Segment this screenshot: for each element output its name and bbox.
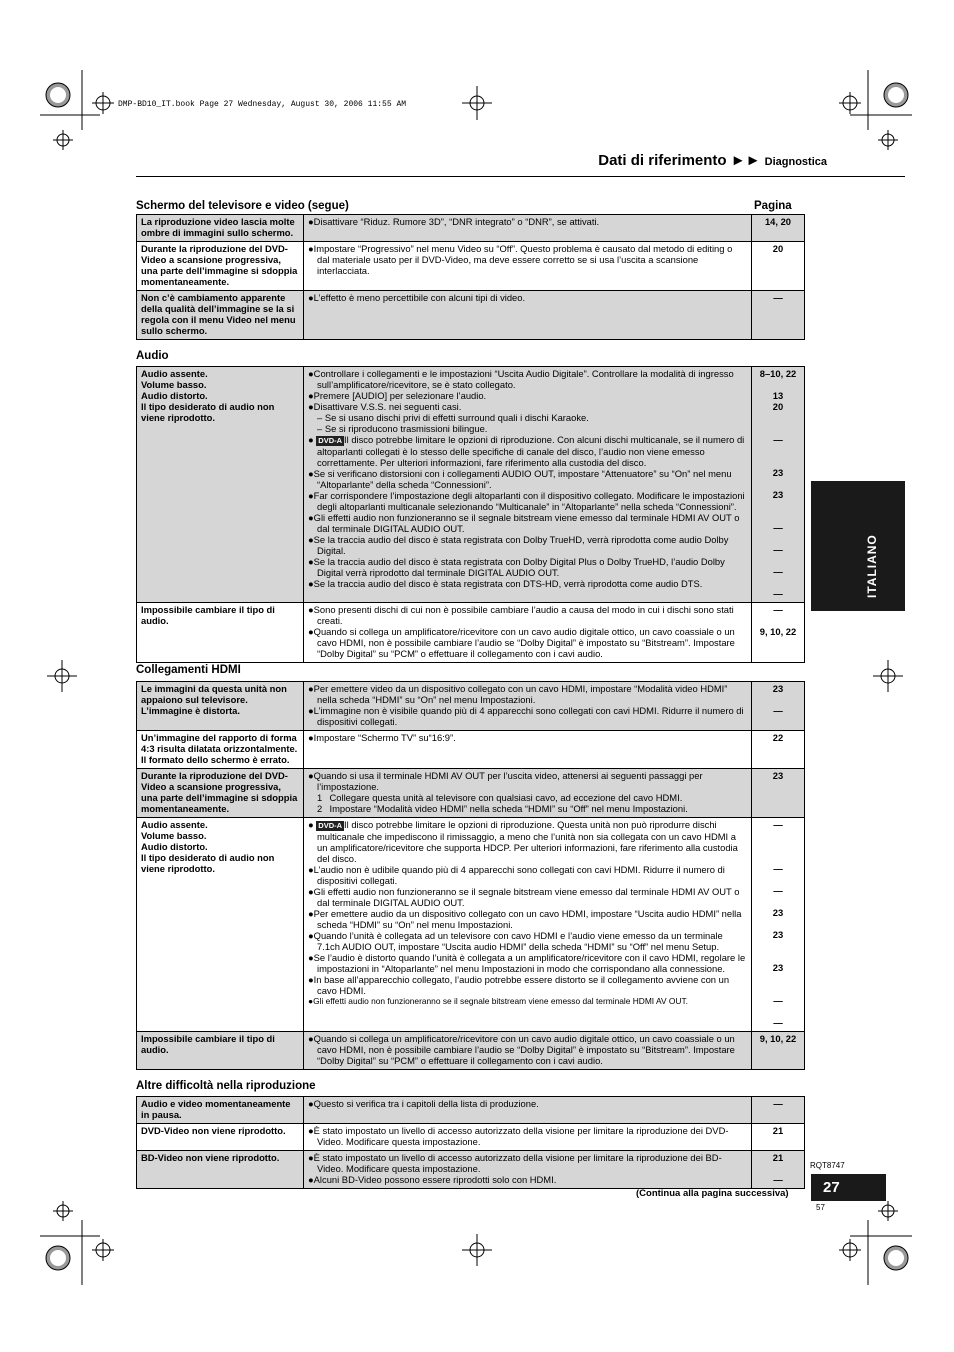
page-ref: — [773, 863, 783, 874]
page-ref: 23 [772, 907, 784, 918]
solution-item: ●Se la traccia audio del disco è stata registrata con DTS-HD, verrà riprodotta come audio DTS. [308, 578, 703, 589]
page-ref: — [773, 819, 783, 830]
page-column-label: Pagina [754, 200, 792, 212]
page-ref [754, 973, 802, 984]
solution-text: Gli effetti audio non funzioneranno se il segnale bitstream viene emesso dal terminale HDMI AV OUT o dal terminale DIGITAL AUDIO OUT. [313, 886, 740, 908]
solution-cell [304, 291, 752, 340]
solution-cell [304, 242, 752, 291]
page-ref [754, 379, 802, 390]
solution-item: ●Far corrispondere l’impostazione degli altoparlanti con il dispositivo collegato. Modificare le impostazioni degli altoparlanti multicanale selezionando “Multicanale” in “Altoparlante” nella scheda “Connessioni”. [308, 490, 745, 512]
page-ref [754, 555, 802, 566]
solution-text: – Se si usano dischi privi di effetti surround quali i dischi Karaoke. [317, 412, 589, 423]
page-ref [754, 533, 802, 544]
solution-item: ●Gli effetti audio non funzioneranno se il segnale bitstream viene emesso dal terminale HDMI AV OUT. [308, 996, 688, 1006]
page-ref: 23 [772, 929, 784, 940]
solution-text: Quando si collega un amplificatore/ricevitore con un cavo audio digitale ottico, un cavo coassiale o un cavo HDMI, non è possibile cambiare l’audio se “Dolby Digital” è impostato su “Bitstream”. Impostare “Dolby Digital” su “PCM” o effettuare il collegamento con i cavi audio. [313, 1033, 735, 1066]
solution-cell [304, 1151, 752, 1189]
page-ref: — [773, 705, 783, 716]
page-ref: — [773, 995, 783, 1006]
page-ref: — [773, 885, 783, 896]
solution-text: 1 Collegare questa unità al televisore con qualsiasi cavo, ad eccezione del cavo HDMI. [317, 792, 683, 803]
problem-cell: Audio assente. Volume basso. Audio distorto. Il tipo desiderato di audio non viene riprodotto. [137, 367, 304, 603]
solution-item [308, 423, 747, 434]
table-row [137, 367, 805, 603]
section-title: Collegamenti HDMI [136, 664, 241, 676]
solution-text: Se l’audio è distorto quando l’unità è collegata a un amplificatore/ricevitore con il cavo HDMI, regolare le impostazioni in “Altoparlante” nel menu Impostazioni in modo che corrispondano alla connessione. [313, 952, 746, 974]
solution-text: Gli effetti audio non funzioneranno se il segnale bitstream viene emesso dal terminale HDMI AV OUT o dal terminale DIGITAL AUDIO OUT. [313, 512, 740, 534]
page-ref-cell [752, 215, 805, 242]
solution-item: ●Quando l’unità è collegata ad un televisore con cavo HDMI e l’audio viene emesso da un terminale 7.1ch AUDIO OUT, impostare “Uscita audio HDMI” della scheda “HDMI” su “Off” nel menu Setup. [308, 930, 723, 952]
page-ref [754, 412, 802, 423]
table-row [137, 818, 805, 1032]
problem-cell: BD-Video non viene riprodotto. [137, 1151, 304, 1189]
page-ref [754, 423, 802, 434]
print-slug: DMP-BD10_IT.book Page 27 Wednesday, August 30, 2006 11:55 AM [118, 100, 407, 109]
solution-item: ●L’immagine non è visibile quando più di 4 apparecchi sono collegati con cavi HDMI. Ridurre il numero di dispositivi collegati. [308, 705, 744, 727]
solution-item: ●Impostare “Schermo TV” su“16:9”. [308, 732, 456, 743]
solution-text: Il disco potrebbe limitare le opzioni di riproduzione. Con alcuni dischi multicanale, se il numero di altoparlanti collegati è lo stesso delle specifiche di canale del disco, l’audio non viene emesso correttamente. Per ulteriori informazioni, fare riferimento alla custodia del disco. [317, 434, 745, 468]
solution-item: ●È stato impostato un livello di accesso autorizzato della visione per limitare la riproduzione dei DVD-Video. Modificare questa impostazione. [308, 1125, 729, 1147]
page-number: 27 [811, 1174, 886, 1201]
solution-item: ● DVD-A Il disco potrebbe limitare le opzioni di riproduzione. Con alcuni dischi multicanale, se il numero di altoparlanti collegati è lo stesso delle specifiche di canale del disco, l’audio non viene emesso correttamente. Per ulteriori informazioni, fare riferimento alla custodia del disco. [308, 434, 745, 468]
solution-item: ●Per emettere video da un dispositivo collegato con un cavo HDMI, impostare “Modalità video HDMI” nella scheda “HDMI” su “On” nel menu Impostazioni. [308, 683, 728, 705]
solution-item: ●È stato impostato un livello di accesso autorizzato della visione per limitare la riproduzione dei BD-Video. Modificare questa impostazione. [308, 1152, 722, 1174]
solution-text: Se la traccia audio del disco è stata registrata con Dolby TrueHD, verrà riprodotta come audio Dolby Digital. [313, 534, 729, 556]
solution-cell [304, 603, 752, 663]
solution-item: ●Sono presenti dischi di cui non è possibile cambiare l’audio a causa del modo in cui i dischi sono stati creati. [308, 604, 734, 626]
page-ref-cell [752, 367, 805, 603]
page-ref [754, 615, 802, 626]
page-ref-cell [752, 769, 805, 818]
solution-item: ●In base all’apparecchio collegato, l’audio potrebbe essere distorto se il collegamento avviene con un cavo HDMI. [308, 974, 730, 996]
problem-cell: Audio assente. Volume basso. Audio distorto. Il tipo desiderato di audio non viene riprodotto. [137, 818, 304, 1032]
page-ref-cell [752, 1097, 805, 1124]
page-ref-cell [752, 1124, 805, 1151]
troubleshooting-table [136, 366, 805, 663]
problem-cell: Audio e video momentaneamente in pausa. [137, 1097, 304, 1124]
solution-text: 2 Impostare “Modalità video HDMI” nella scheda “HDMI” su “Off” nel menu Impostazioni. [317, 803, 688, 814]
page-number-small: 57 [816, 1203, 825, 1212]
solution-text: In base all’apparecchio collegato, l’audio potrebbe essere distorto se il collegamento avviene con un cavo HDMI. [313, 974, 730, 996]
solution-text: Quando si usa il terminale HDMI AV OUT per l’uscita video, attenersi ai seguenti passaggi per l’impostazione. [313, 770, 703, 792]
page-ref [754, 500, 802, 511]
solution-text: Impostare “Schermo TV” su“16:9”. [313, 732, 456, 743]
page-ref [754, 841, 802, 852]
solution-text: È stato impostato un livello di accesso autorizzato della visione per limitare la riproduzione dei DVD-Video. Modificare questa impostazione. [313, 1125, 729, 1147]
problem-cell: La riproduzione video lascia molte ombre di immagini sullo schermo. [137, 215, 304, 242]
solution-item: ●Quando si collega un amplificatore/ricevitore con un cavo audio digitale ottico, un cavo coassiale o un cavo HDMI, non è possibile cambiare l’audio se “Dolby Digital” è impostato su “Bitstream”. Impostare “Dolby Digital” su “PCM” o effettuare il collegamento con i cavi audio. [308, 1033, 735, 1066]
problem-cell: Impossibile cambiare il tipo di audio. [137, 603, 304, 663]
problem-cell: Le immagini da questa unità non appaiono sul televisore. L’immagine è distorta. [137, 682, 304, 731]
continue-note: (Continua alla pagina successiva) [636, 1188, 789, 1199]
page-ref: — [773, 604, 783, 615]
solution-item: ●Gli effetti audio non funzioneranno se il segnale bitstream viene emesso dal terminale HDMI AV OUT o dal terminale DIGITAL AUDIO OUT. [308, 886, 740, 908]
solution-text: Disattivare V.S.S. nei seguenti casi. [313, 401, 462, 412]
troubleshooting-table [136, 214, 805, 340]
solution-text: Se si verificano distorsioni con i collegamenti AUDIO OUT, impostare “Attenuatore” su “On” nel menu “Altoparlante” della scheda “Connessioni”. [313, 468, 732, 490]
solution-item: ●Premere [AUDIO] per selezionare l’audio. [308, 390, 487, 401]
page-ref-cell [752, 242, 805, 291]
page-ref-cell [752, 603, 805, 663]
page-ref [754, 1006, 802, 1017]
page-ref: 23 [772, 467, 784, 478]
section-title: Schermo del televisore e video (segue) [136, 200, 349, 212]
solution-item: ●Quando si usa il terminale HDMI AV OUT per l’uscita video, attenersi ai seguenti passaggi per l’impostazione. [308, 770, 703, 792]
table-row [137, 682, 805, 731]
page-ref: 14, 20 [764, 216, 792, 227]
solution-item: ●Alcuni BD-Video possono essere riprodotti solo con HDMI. [308, 1174, 557, 1185]
page-ref: 23 [772, 489, 784, 500]
page-ref [754, 951, 802, 962]
solution-text: È stato impostato un livello di accesso autorizzato della visione per limitare la riproduzione dei BD-Video. Modificare questa impostazione. [313, 1152, 722, 1174]
solution-text: Disattivare “Riduz. Rumore 3D”, “DNR integrato” o “DNR”, se attivati. [313, 216, 600, 227]
solution-cell [304, 818, 752, 1032]
solution-text: Per emettere video da un dispositivo collegato con un cavo HDMI, impostare “Modalità video HDMI” nella scheda “HDMI” su “On” nel menu Impostazioni. [313, 683, 728, 705]
solution-text: Per emettere audio da un dispositivo collegato con un cavo HDMI, impostare “Uscita audio HDMI” nella scheda “HDMI” su “On” nel menu Impostazioni. [313, 908, 742, 930]
solution-item: ●Disattivare V.S.S. nei seguenti casi. [308, 401, 462, 412]
page-ref [754, 511, 802, 522]
dvd-audio-badge: DVD-A [318, 821, 343, 830]
table-row [137, 1032, 805, 1070]
solution-item [308, 792, 747, 803]
page-ref: 23 [772, 683, 784, 694]
solution-cell [304, 367, 752, 603]
solution-cell [304, 1124, 752, 1151]
problem-cell: Non c’è cambiamento apparente della qualità dell’immagine se la si regola con il menu Video nel menu sullo schermo. [137, 291, 304, 340]
page-ref [754, 874, 802, 885]
header-arrows: ►► [730, 152, 761, 169]
solution-item: ●L’effetto è meno percettibile con alcuni tipi di video. [308, 292, 526, 303]
solution-item: ●Se si verificano distorsioni con i collegamenti AUDIO OUT, impostare “Attenuatore” su “On” nel menu “Altoparlante” della scheda “Connessioni”. [308, 468, 732, 490]
solution-text: L’immagine non è visibile quando più di 4 apparecchi sono collegati con cavi HDMI. Ridurre il numero di dispositivi collegati. [313, 705, 744, 727]
problem-cell: DVD-Video non viene riprodotto. [137, 1124, 304, 1151]
page-ref: — [773, 1174, 783, 1185]
page-ref [754, 1163, 802, 1174]
page-ref: 20 [772, 401, 784, 412]
solution-text: Quando l’unità è collegata ad un televisore con cavo HDMI e l’audio viene emesso da un terminale 7.1ch AUDIO OUT, impostare “Uscita audio HDMI” della scheda “HDMI” su “Off” nel menu Setup. [313, 930, 723, 952]
solution-text: – Se si riproducono trasmissioni bilingue. [317, 423, 488, 434]
document-code: RQT8747 [810, 1161, 845, 1170]
page-ref: 9, 10, 22 [759, 1033, 797, 1044]
solution-text: Se la traccia audio del disco è stata registrata con Dolby Digital Plus o Dolby TrueHD, l’audio Dolby Digital verrà riprodotto dal terminale DIGITAL AUDIO OUT. [313, 556, 725, 578]
page-ref [754, 984, 802, 995]
table-row [137, 603, 805, 663]
page-ref: 13 [772, 390, 784, 401]
language-label: ITALIANO [865, 534, 879, 598]
page-ref: — [773, 544, 783, 555]
solution-item: ●Controllare i collegamenti e le impostazioni “Uscita Audio Digitale”. Controllare la modalità di ingresso sull’amplificatore/ricevitore, se è stato collegato. [308, 368, 734, 390]
page-ref: 21 [772, 1125, 784, 1136]
page-ref [754, 830, 802, 841]
solution-cell [304, 1032, 752, 1070]
troubleshooting-table [136, 1096, 805, 1189]
solution-item: ●Se l’audio è distorto quando l’unità è collegata a un amplificatore/ricevitore con il cavo HDMI, regolare le impostazioni in “Altoparlante” nel menu Impostazioni in modo che corrispondano alla connessione. [308, 952, 746, 974]
solution-item: ●Impostare “Progressivo” nel menu Video su “Off”. Questo problema è causato dal metodo di editing o dal materiale usato per il DVD-Video, ma deve essere corretto se si usa l’uscita a scansione interlacciata. [308, 243, 733, 276]
page-ref-cell [752, 682, 805, 731]
table-row [137, 291, 805, 340]
solution-item: ●Se la traccia audio del disco è stata registrata con Dolby Digital Plus o Dolby TrueHD, l’audio Dolby Digital verrà riprodotto dal terminale DIGITAL AUDIO OUT. [308, 556, 725, 578]
solution-item: ●Quando si collega un amplificatore/ricevitore con un cavo audio digitale ottico, un cavo coassiale o un cavo HDMI, non è possibile cambiare l’audio se “Dolby Digital” è impostato su “Bitstream”. Impostare “Dolby Digital” su “PCM” o effettuare il collegamento con i cavi audio. [308, 626, 735, 659]
header-rule [136, 176, 905, 177]
page-ref: — [773, 292, 783, 303]
page-ref [754, 896, 802, 907]
solution-text: Gli effetti audio non funzioneranno se il segnale bitstream viene emesso dal terminale HDMI AV OUT. [313, 996, 688, 1006]
page-ref-cell [752, 731, 805, 769]
section-title: Audio [136, 350, 169, 362]
solution-cell [304, 731, 752, 769]
table-row [137, 1097, 805, 1124]
solution-text: L’audio non è udibile quando più di 4 apparecchi sono collegati con cavi HDMI. Ridurre il numero di dispositivi collegati. [313, 864, 725, 886]
solution-text: Il disco potrebbe limitare le opzioni di riproduzione. Questa unità non può riprodurre dischi multicanale che impediscono il rimissaggio, a meno che l’unità non sia collegata con un cavo HDMI a un amplificatore/ricevitore che supporta HDCP. Per ulteriori informazioni, fare riferimento alla custodia del disco. [317, 819, 738, 864]
table-row [137, 242, 805, 291]
page-ref [754, 918, 802, 929]
page-ref: — [773, 522, 783, 533]
solution-item: ● DVD-A Il disco potrebbe limitare le opzioni di riproduzione. Questa unità non può riprodurre dischi multicanale che impediscono il rimissaggio, a meno che l’unità non sia collegata con un cavo HDMI a un amplificatore/ricevitore che supporta HDCP. Per ulteriori informazioni, fare riferimento alla custodia del disco. [308, 819, 738, 864]
language-side-tab [811, 481, 905, 611]
solution-text: Premere [AUDIO] per selezionare l’audio. [313, 390, 487, 401]
table-row [137, 1124, 805, 1151]
troubleshooting-table [136, 681, 805, 1070]
page-ref: — [773, 1017, 783, 1028]
solution-item: ●Disattivare “Riduz. Rumore 3D”, “DNR integrato” o “DNR”, se attivati. [308, 216, 600, 227]
section-title: Altre difficoltà nella riproduzione [136, 1080, 316, 1092]
solution-item: ●Gli effetti audio non funzioneranno se il segnale bitstream viene emesso dal terminale HDMI AV OUT o dal terminale DIGITAL AUDIO OUT. [308, 512, 740, 534]
solution-item: ●Se la traccia audio del disco è stata registrata con Dolby TrueHD, verrà riprodotta come audio Dolby Digital. [308, 534, 729, 556]
page-ref: 20 [772, 243, 784, 254]
table-row [137, 731, 805, 769]
page-ref: — [773, 566, 783, 577]
solution-cell [304, 215, 752, 242]
page-ref [754, 694, 802, 705]
table-row [137, 769, 805, 818]
problem-cell: Durante la riproduzione del DVD-Video a scansione progressiva, una parte dell’immagine si sdoppia momentaneamente. [137, 769, 304, 818]
solution-text: Se la traccia audio del disco è stata registrata con DTS-HD, verrà riprodotta come audio DTS. [313, 578, 703, 589]
header-title: Dati di riferimento [598, 152, 727, 169]
page-ref-cell [752, 291, 805, 340]
table-row [137, 215, 805, 242]
solution-text: Quando si collega un amplificatore/ricevitore con un cavo audio digitale ottico, un cavo coassiale o un cavo HDMI, non è possibile cambiare l’audio se “Dolby Digital” è impostato su “Bitstream”. Impostare “Dolby Digital” su “PCM” o effettuare il collegamento con i cavi audio. [313, 626, 735, 659]
solution-text: L’effetto è meno percettibile con alcuni tipi di video. [313, 292, 526, 303]
page-header [598, 152, 827, 169]
page-ref: 8–10, 22 [759, 368, 797, 379]
page-ref [754, 478, 802, 489]
page-ref: — [773, 434, 783, 445]
solution-text: Far corrispondere l’impostazione degli altoparlanti con il dispositivo collegato. Modificare le impostazioni degli altoparlanti multicanale selezionando “Multicanale” in “Altoparlante” nella scheda “Connessioni”. [313, 490, 745, 512]
page-ref: 9, 10, 22 [759, 626, 797, 637]
page-ref: 23 [772, 770, 784, 781]
page-ref: 21 [772, 1152, 784, 1163]
solution-cell [304, 682, 752, 731]
solution-text: Sono presenti dischi di cui non è possibile cambiare l’audio a causa del modo in cui i dischi sono stati creati. [313, 604, 734, 626]
page-ref [754, 852, 802, 863]
solution-text: Impostare “Progressivo” nel menu Video su “Off”. Questo problema è causato dal metodo di editing o dal materiale usato per il DVD-Video, ma deve essere corretto se si usa l’uscita a scansione interlacciata. [313, 243, 733, 276]
page-ref-cell [752, 1151, 805, 1189]
solution-text: Controllare i collegamenti e le impostazioni “Uscita Audio Digitale”. Controllare la modalità di ingresso sull’amplificatore/ricevitore, se è stato collegato. [313, 368, 734, 390]
page-ref [754, 456, 802, 467]
page-ref [754, 940, 802, 951]
solution-item: ●L’audio non è udibile quando più di 4 apparecchi sono collegati con cavi HDMI. Ridurre il numero di dispositivi collegati. [308, 864, 725, 886]
page-ref: 22 [772, 732, 784, 743]
page-ref [754, 445, 802, 456]
page-ref [754, 577, 802, 588]
header-subtitle: Diagnostica [764, 156, 827, 168]
problem-cell: Un’immagine del rapporto di forma 4:3 risulta dilatata orizzontalmente. Il formato dello schermo è errato. [137, 731, 304, 769]
solution-item: ●Questo si verifica tra i capitoli della lista di produzione. [308, 1098, 539, 1109]
table-row [137, 1151, 805, 1189]
dvd-audio-badge: DVD-A [318, 436, 343, 445]
solution-item [308, 803, 747, 814]
solution-text: Alcuni BD-Video possono essere riprodotti solo con HDMI. [313, 1174, 557, 1185]
page-ref-cell [752, 1032, 805, 1070]
solution-item: ●Per emettere audio da un dispositivo collegato con un cavo HDMI, impostare “Uscita audio HDMI” nella scheda “HDMI” su “On” nel menu Impostazioni. [308, 908, 742, 930]
page-ref: — [773, 588, 783, 599]
page-ref: 23 [772, 962, 784, 973]
problem-cell: Impossibile cambiare il tipo di audio. [137, 1032, 304, 1070]
solution-item [308, 412, 747, 423]
solution-cell [304, 1097, 752, 1124]
page-ref: — [773, 1098, 783, 1109]
solution-cell [304, 769, 752, 818]
page-ref-cell [752, 818, 805, 1032]
problem-cell: Durante la riproduzione del DVD-Video a scansione progressiva, una parte dell’immagine si sdoppia momentaneamente. [137, 242, 304, 291]
solution-text: Questo si verifica tra i capitoli della lista di produzione. [313, 1098, 539, 1109]
